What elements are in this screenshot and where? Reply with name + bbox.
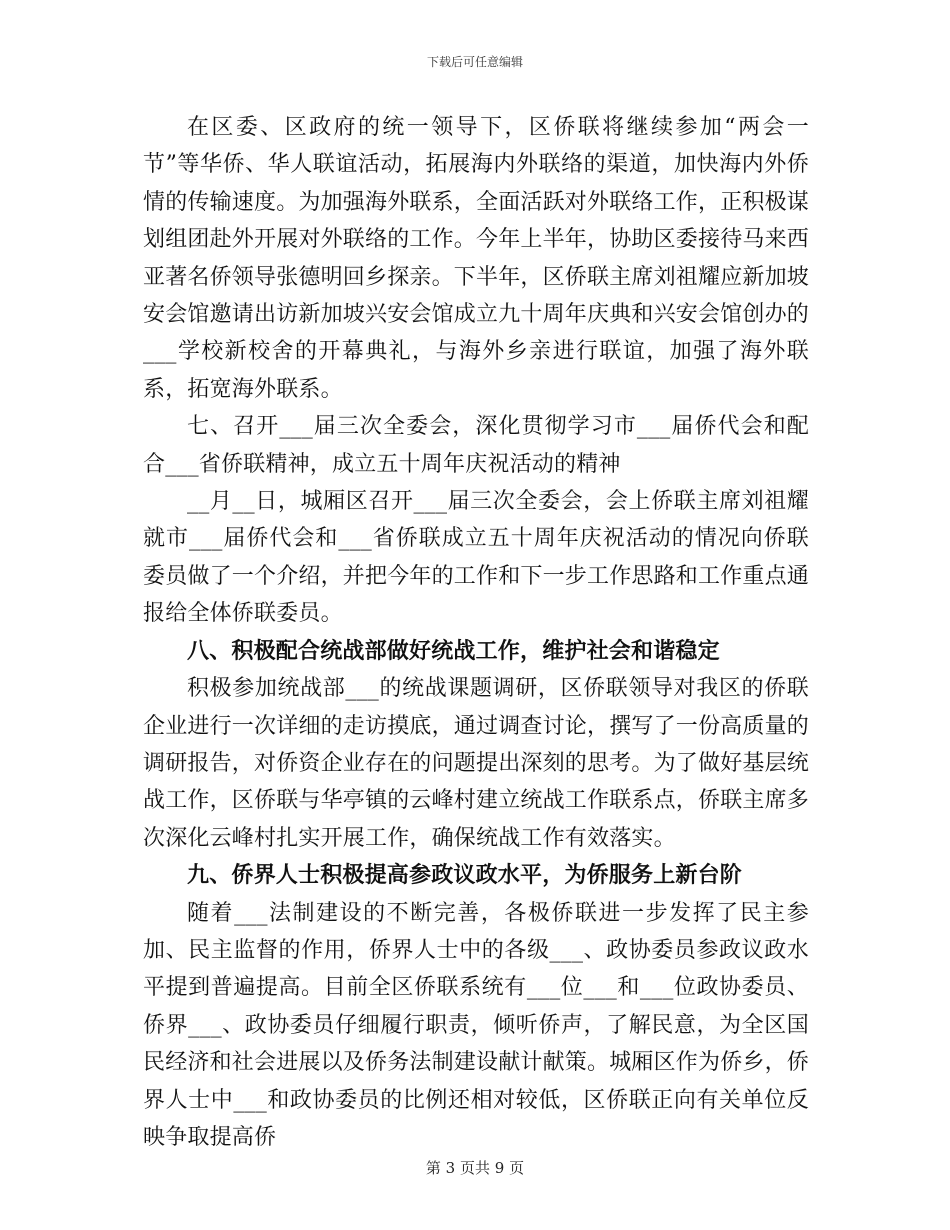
section-heading-eight: 八、积极配合统战部做好统战工作，维护社会和谐稳定 <box>187 637 720 664</box>
paragraph-section-seven-title: 七、召开___届三次全委会，深化贯彻学习市___届侨代会和配合___省侨联精神，成立五十周年庆祝活动的精神 <box>143 414 809 477</box>
paragraph-overseas-liaison: 在区委、区政府的统一领导下，区侨联将继续参加“两会一节”等华侨、华人联谊活动，拓展海内外联络的渠道，加快海内外侨情的传输速度。为加强海外联系，全面活跃对外联络工作，正积极谋划组团赴外开展对外联络的工作。今年上半年，协助区委接待马来西亚著名侨领导张德明回乡探亲。下半年，区侨联主席刘祖耀应新加坡安会馆邀请出访新加坡兴安会馆成立九十周年庆典和兴安会馆创办的___学校新校舍的开幕典礼，与海外乡亲进行联谊，加强了海外联系，拓宽海外联系。 <box>143 115 810 402</box>
page-footer: 第 3 页共 9 页 <box>425 1159 525 1177</box>
document-body <box>143 109 809 1156</box>
section-heading-nine: 九、侨界人士积极提高参政议政水平，为侨服务上新台阶 <box>187 862 743 889</box>
paragraph-political-participation: 随着___法制建设的不断完善，各极侨联进一步发挥了民主参加、民主监督的作用，侨界人士中的各级___、政协委员参政议政水平提到普遍提高。目前全区侨联系统有___位___和___位政协委员、侨界___、政协委员仔细履行职责，倾听侨声，了解民意，为全区国民经济和社会进展以及侨务法制建设献计献策。城厢区作为侨乡，侨界人士中___和政协委员的比例还相对较低，区侨联正向有关单位反映争取提高侨 <box>143 900 810 1150</box>
page-header: 下载后可任意编辑 <box>426 55 523 69</box>
paragraph-plenary-meeting: __月__日，城厢区召开___届三次全委会，会上侨联主席刘祖耀就市___届侨代会和___省侨联成立五十周年庆祝活动的情况向侨联委员做了一个介绍，并把今年的工作和下一步工作思路和工作重点通报给全体侨联委员。 <box>143 489 810 627</box>
paragraph-united-front-work: 积极参加统战部___的统战课题调研，区侨联领导对我区的侨联企业进行一次详细的走访摸底，通过调查讨论，撰写了一份高质量的调研报告，对侨资企业存在的问题提出深刻的思考。为了做好基层统战工作，区侨联与华亭镇的云峰村建立统战工作联系点，侨联主席多次深化云峰村扎实开展工作，确保统战工作有效落实。 <box>143 676 810 851</box>
